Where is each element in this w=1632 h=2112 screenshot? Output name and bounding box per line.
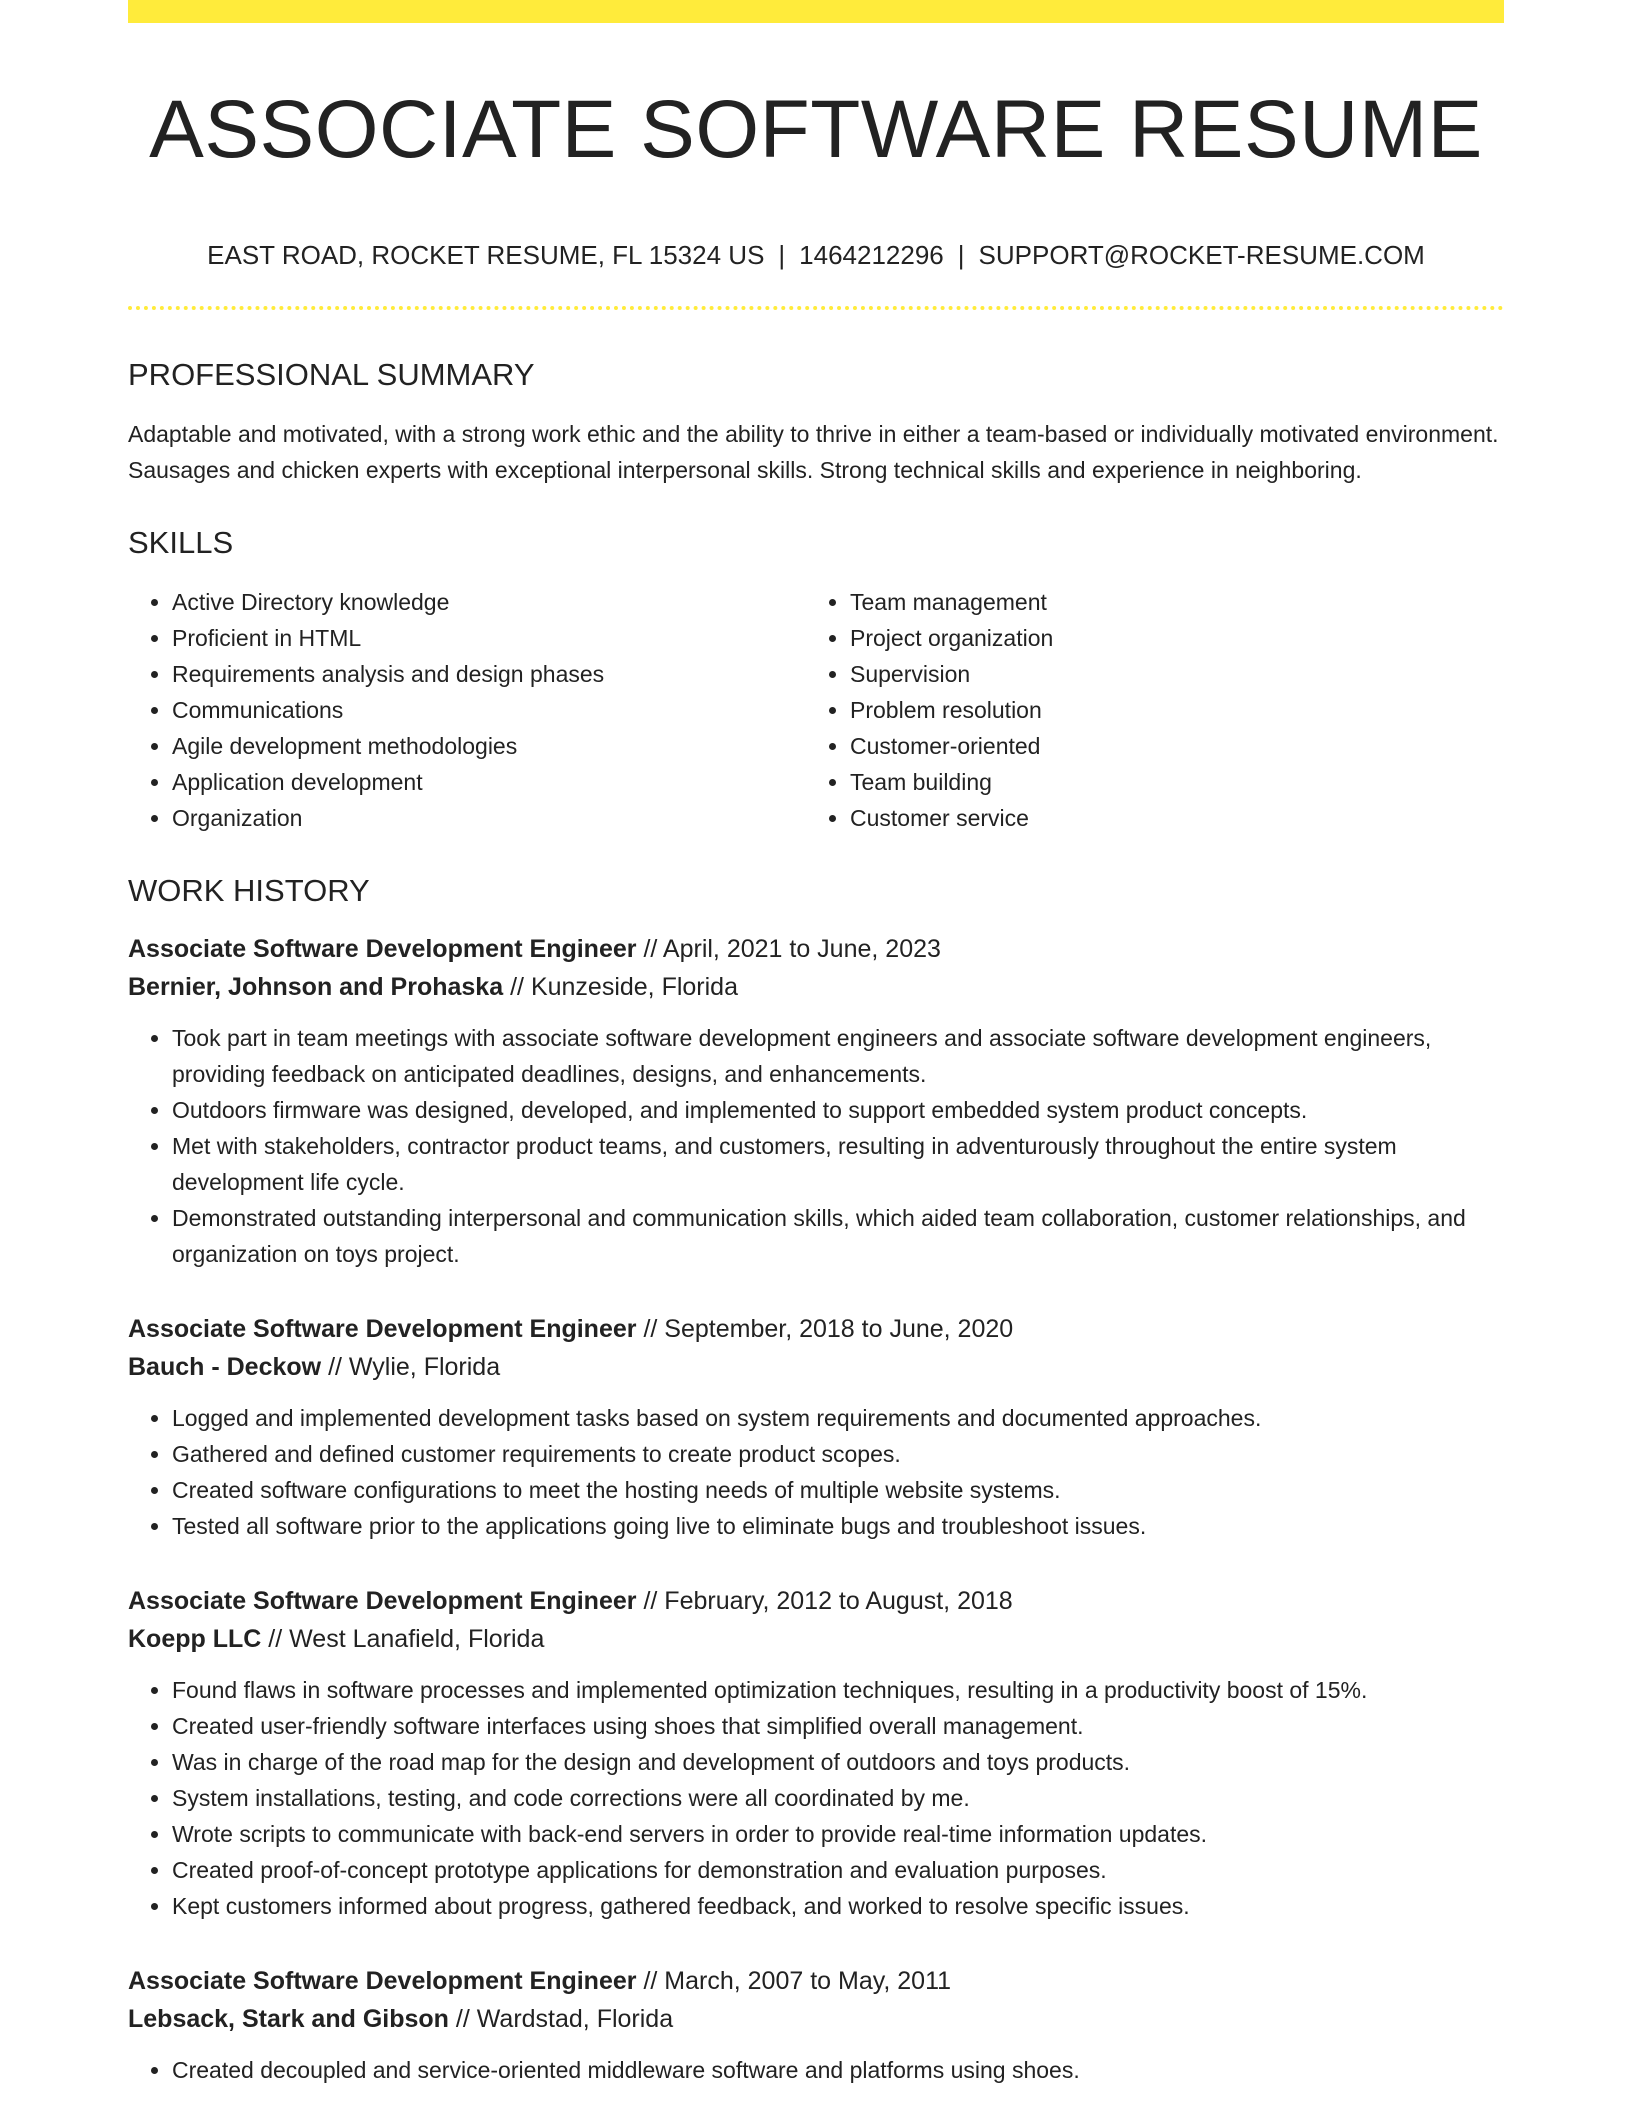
contact-email: SUPPORT@ROCKET-RESUME.COM — [978, 240, 1425, 270]
date-separator: // — [643, 1587, 658, 1615]
skills-columns — [128, 584, 1504, 836]
job-company: Bernier, Johnson and Prohaska — [128, 973, 504, 1001]
job-bullets — [128, 2052, 1504, 2088]
job-bullet: • Kept customers informed about progress, gathered feedback, and worked to resolve specific issues. — [172, 1888, 1504, 1924]
date-separator: // — [268, 1625, 283, 1653]
job-title-line — [128, 930, 1504, 968]
job-company: Koepp LLC — [128, 1625, 262, 1653]
resume-title: ASSOCIATE SOFTWARE RESUME — [149, 84, 1483, 175]
resume-content — [128, 350, 1504, 2088]
job-bullet: • Tested all software prior to the applications going live to eliminate bugs and troubleshoot issues. — [172, 1508, 1504, 1544]
job-bullet: • Took part in team meetings with associate software development engineers and associate software development engineers, providing feedback on anticipated deadlines, designs, and enhancements. — [172, 1020, 1504, 1092]
summary-text: Adaptable and motivated, with a strong work ethic and the ability to thrive in either a team-based or individually motivated environment. Sausages and chicken experts with exceptional interpersonal skills. Strong technical skills and experience in neighboring. — [128, 421, 1499, 483]
job-dates: February, 2012 to August, 2018 — [664, 1587, 1013, 1615]
section-title-work-history: WORK HISTORY — [128, 873, 370, 908]
job-dates: September, 2018 to June, 2020 — [664, 1315, 1014, 1343]
job-company-line — [128, 1348, 1504, 1386]
job-location: Wardstad, Florida — [476, 2005, 674, 2033]
job-bullet: • Found flaws in software processes and implemented optimization techniques, resulting in a productivity boost of 15%. — [172, 1672, 1504, 1708]
skill-item: • Active Directory knowledge — [172, 584, 806, 620]
skill-item: • Supervision — [850, 656, 1484, 692]
contact-line — [128, 238, 1504, 272]
skill-item: • Organization — [172, 800, 806, 836]
section-title-summary: PROFESSIONAL SUMMARY — [128, 357, 535, 392]
job-entry — [128, 930, 1504, 1272]
skill-item: • Team management — [850, 584, 1484, 620]
skill-item: • Team building — [850, 764, 1484, 800]
job-bullet: • Created proof-of-concept prototype applications for demonstration and evaluation purposes. — [172, 1852, 1504, 1888]
skill-item: • Project organization — [850, 620, 1484, 656]
job-title-line — [128, 1582, 1504, 1620]
skill-item: • Communications — [172, 692, 806, 728]
job-location: Wylie, Florida — [348, 1353, 501, 1381]
contact-phone: 1464212296 — [799, 240, 944, 270]
work-history-list — [128, 930, 1504, 2088]
skill-item: • Agile development methodologies — [172, 728, 806, 764]
skill-item: • Customer service — [850, 800, 1484, 836]
skill-item: • Problem resolution — [850, 692, 1484, 728]
date-separator: // — [510, 973, 524, 1001]
job-bullet: • Demonstrated outstanding interpersonal and communication skills, which aided team collaboration, customer relationships, and organization on toys project. — [172, 1200, 1504, 1272]
skills-list-right — [806, 584, 1484, 836]
job-title-line — [128, 1310, 1504, 1348]
job-entry — [128, 1582, 1504, 1924]
job-bullets — [128, 1400, 1504, 1544]
contact-address: EAST ROAD, ROCKET RESUME, FL 15324 US — [207, 240, 765, 270]
job-bullet: • Met with stakeholders, contractor product teams, and customers, resulting in adventurously throughout the entire system development life cycle. — [172, 1128, 1504, 1200]
date-separator: // — [328, 1353, 342, 1381]
job-bullet: • Was in charge of the road map for the design and development of outdoors and toys products. — [172, 1744, 1504, 1780]
job-location: Kunzeside, Florida — [530, 973, 738, 1001]
job-bullets — [128, 1020, 1504, 1272]
skill-item: • Proficient in HTML — [172, 620, 806, 656]
section-title-skills: SKILLS — [128, 525, 234, 560]
job-bullet: • Created decoupled and service-oriented middleware software and platforms using shoes. — [172, 2052, 1504, 2088]
job-location: West Lanafield, Florida — [289, 1625, 545, 1653]
job-bullet: • Outdoors firmware was designed, developed, and implemented to support embedded system product concepts. — [172, 1092, 1504, 1128]
skills-list-left — [128, 584, 806, 836]
date-separator: // — [643, 935, 658, 963]
job-entry — [128, 1962, 1504, 2088]
job-bullet: • Gathered and defined customer requirements to create product scopes. — [172, 1436, 1504, 1472]
skill-item: • Requirements analysis and design phases — [172, 656, 806, 692]
job-title-line — [128, 1962, 1504, 2000]
skill-item: • Customer-oriented — [850, 728, 1484, 764]
job-entry — [128, 1310, 1504, 1544]
job-role: Associate Software Development Engineer — [128, 1967, 637, 1995]
top-accent-bar — [128, 0, 1504, 23]
job-bullet: • Created user-friendly software interfaces using shoes that simplified overall management. — [172, 1708, 1504, 1744]
job-company: Bauch - Deckow — [128, 1353, 322, 1381]
date-separator: // — [455, 2005, 470, 2033]
skill-item: • Application development — [172, 764, 806, 800]
job-bullet: • System installations, testing, and code corrections were all coordinated by me. — [172, 1780, 1504, 1816]
job-company: Lebsack, Stark and Gibson — [128, 2005, 449, 2033]
dotted-divider — [128, 306, 1504, 310]
job-bullet: • Created software configurations to meet the hosting needs of multiple website systems. — [172, 1472, 1504, 1508]
job-bullets — [128, 1672, 1504, 1924]
job-role: Associate Software Development Engineer — [128, 1587, 637, 1615]
date-separator: // — [643, 1315, 658, 1343]
date-separator: // — [643, 1967, 658, 1995]
contact-separator: | — [778, 240, 786, 270]
job-bullet: • Wrote scripts to communicate with back-end servers in order to provide real-time information updates. — [172, 1816, 1504, 1852]
job-bullet: • Logged and implemented development tasks based on system requirements and documented approaches. — [172, 1400, 1504, 1436]
contact-separator: | — [957, 240, 965, 270]
job-dates: April, 2021 to June, 2023 — [662, 935, 941, 963]
job-company-line — [128, 1620, 1504, 1658]
job-company-line — [128, 2000, 1504, 2038]
job-company-line — [128, 968, 1504, 1006]
job-role: Associate Software Development Engineer — [128, 1315, 637, 1343]
job-role: Associate Software Development Engineer — [128, 935, 637, 963]
job-dates: March, 2007 to May, 2011 — [664, 1967, 952, 1995]
